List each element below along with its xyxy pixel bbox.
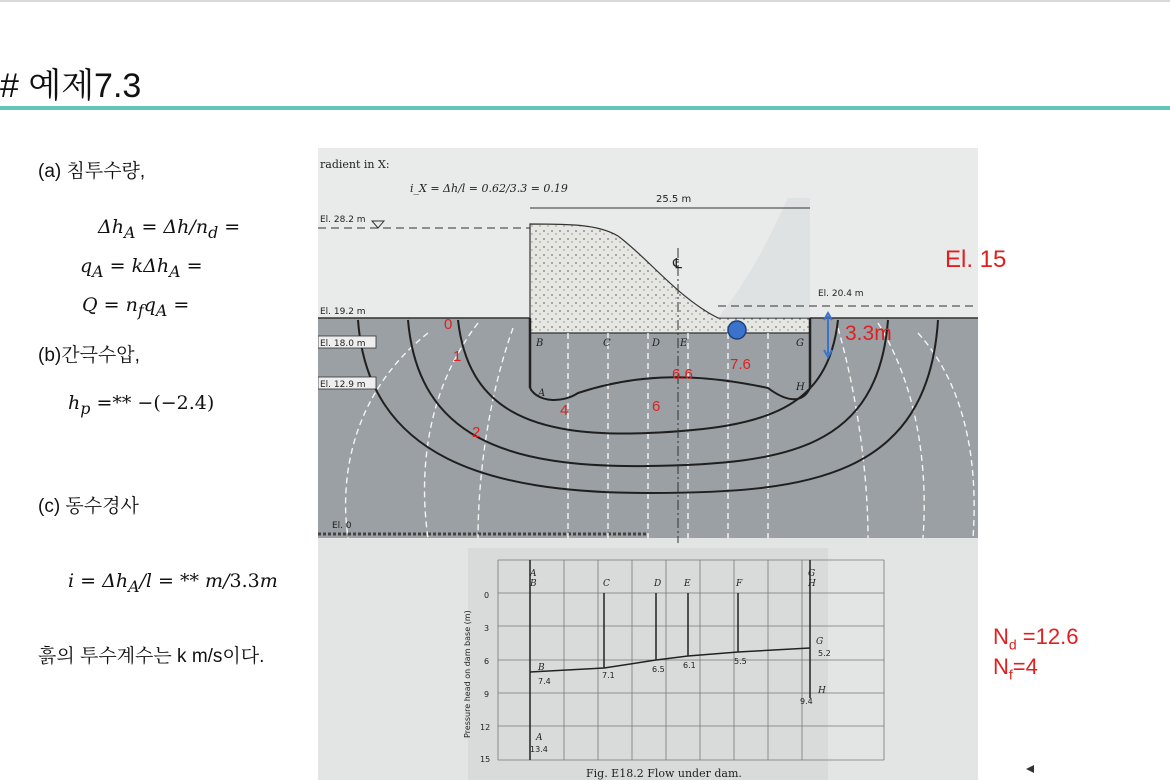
point-e: E xyxy=(680,338,688,349)
elev-label-19: El. 19.2 m xyxy=(320,307,366,317)
point-a: A xyxy=(538,388,546,399)
val-71: 7.1 xyxy=(602,671,615,680)
plot-point-b: B xyxy=(538,663,545,673)
point-g: G xyxy=(796,338,804,349)
annotation-nf: $N_f=4$ xyxy=(993,654,1038,683)
equation-head-loss: $\Delta h_A = \Delta h/n_d$ = xyxy=(98,216,241,242)
annotation-num-76: 7.6 xyxy=(730,356,751,373)
dimension-label: 25.5 m xyxy=(656,194,692,205)
equation-unit-flow: $q_A = k\Delta h_A$ = xyxy=(80,255,203,281)
equation-pore-pressure: $h_p$ =** −(−2.4) xyxy=(68,392,215,418)
annotation-el15: El. 15 xyxy=(945,246,1007,273)
title-underline xyxy=(0,106,1170,110)
annotation-num-6: 6 xyxy=(652,398,661,415)
part-a-label: (a) 침투수량, xyxy=(38,161,146,182)
point-b: B xyxy=(536,338,544,349)
blue-markers xyxy=(720,310,840,360)
plot-point-a: A xyxy=(536,733,543,743)
point-h: H xyxy=(796,382,805,393)
plot-letter-f: F xyxy=(736,579,743,589)
val-65: 6.5 xyxy=(652,665,665,674)
point-c: C xyxy=(603,338,611,349)
flow-net-figure xyxy=(318,148,978,780)
elev-label-28: El. 28.2 m xyxy=(320,215,366,225)
annotation-num-0: 0 xyxy=(444,316,453,333)
val-55: 5.5 xyxy=(734,657,747,666)
ytick-0: 0 xyxy=(484,591,490,600)
val-61: 6.1 xyxy=(683,661,696,670)
permeability-note: 흙의 투수계수는 k m/s이다. xyxy=(38,646,265,667)
elev-label-20: El. 20.4 m xyxy=(818,289,864,299)
blue-point-marker xyxy=(728,321,746,339)
plot-letter-g-top: G xyxy=(808,569,816,579)
plot-letter-e: E xyxy=(684,579,691,589)
annotation-num-4: 4 xyxy=(560,402,569,419)
annotation-num-66: 6.6 xyxy=(672,366,693,383)
annotation-num-2: 2 xyxy=(472,424,481,441)
ytick-9: 9 xyxy=(484,690,490,699)
point-d: D xyxy=(652,338,661,349)
plot-point-g: G xyxy=(816,637,824,647)
figure-caption: Fig. E18.2 Flow under dam. xyxy=(586,767,742,780)
ytick-12: 12 xyxy=(480,723,491,732)
elev-label-18: El. 18.0 m xyxy=(320,339,366,349)
equation-gradient: $i = \Delta h_A/l$ = ** m/3.3m xyxy=(68,570,278,596)
plot-letter-c: C xyxy=(603,579,610,589)
plot-point-h: H xyxy=(818,686,826,696)
plot-letter-ab: A xyxy=(530,569,537,579)
top-border xyxy=(0,0,1170,2)
scrollbar-track[interactable] xyxy=(1155,0,1170,780)
elev-label-12: El. 12.9 m xyxy=(320,380,366,390)
ytick-3: 3 xyxy=(484,624,490,633)
ix-formula: i_X = Δh/l = 0.62/3.3 = 0.19 xyxy=(410,182,568,195)
val-74: 7.4 xyxy=(538,677,551,686)
val-134: 13.4 xyxy=(530,745,548,754)
val-52: 5.2 xyxy=(818,649,831,658)
figure-top-text: radient in X: xyxy=(320,158,390,171)
ytick-15: 15 xyxy=(480,755,491,764)
ytick-6: 6 xyxy=(484,657,490,666)
centerline-symbol: ℄ xyxy=(673,256,682,272)
equation-total-flow: $Q = n_fq_A$ = xyxy=(82,294,190,320)
part-b-label: (b)간극수압, xyxy=(38,345,140,366)
annotation-nd: $N_d =12.6$ xyxy=(993,624,1079,653)
annotation-33m: 3.3m xyxy=(845,322,892,345)
plot-ylabel: Pressure head on dam base (m) xyxy=(463,610,472,738)
slide-title: # 예제7.3 xyxy=(0,67,142,105)
annotation-num-1: 1 xyxy=(453,348,462,365)
part-c-label: (c) 동수경사 xyxy=(38,496,139,517)
scroll-down-arrow-icon[interactable] xyxy=(1024,764,1036,774)
plot-letter-h-top: H xyxy=(808,579,816,589)
plot-letter-b-top: B xyxy=(530,579,537,589)
elev-label-0: El. 0 xyxy=(332,521,352,531)
plot-letter-d: D xyxy=(654,579,662,589)
val-94: 9.4 xyxy=(800,697,813,706)
plot-backdrop xyxy=(468,548,828,780)
